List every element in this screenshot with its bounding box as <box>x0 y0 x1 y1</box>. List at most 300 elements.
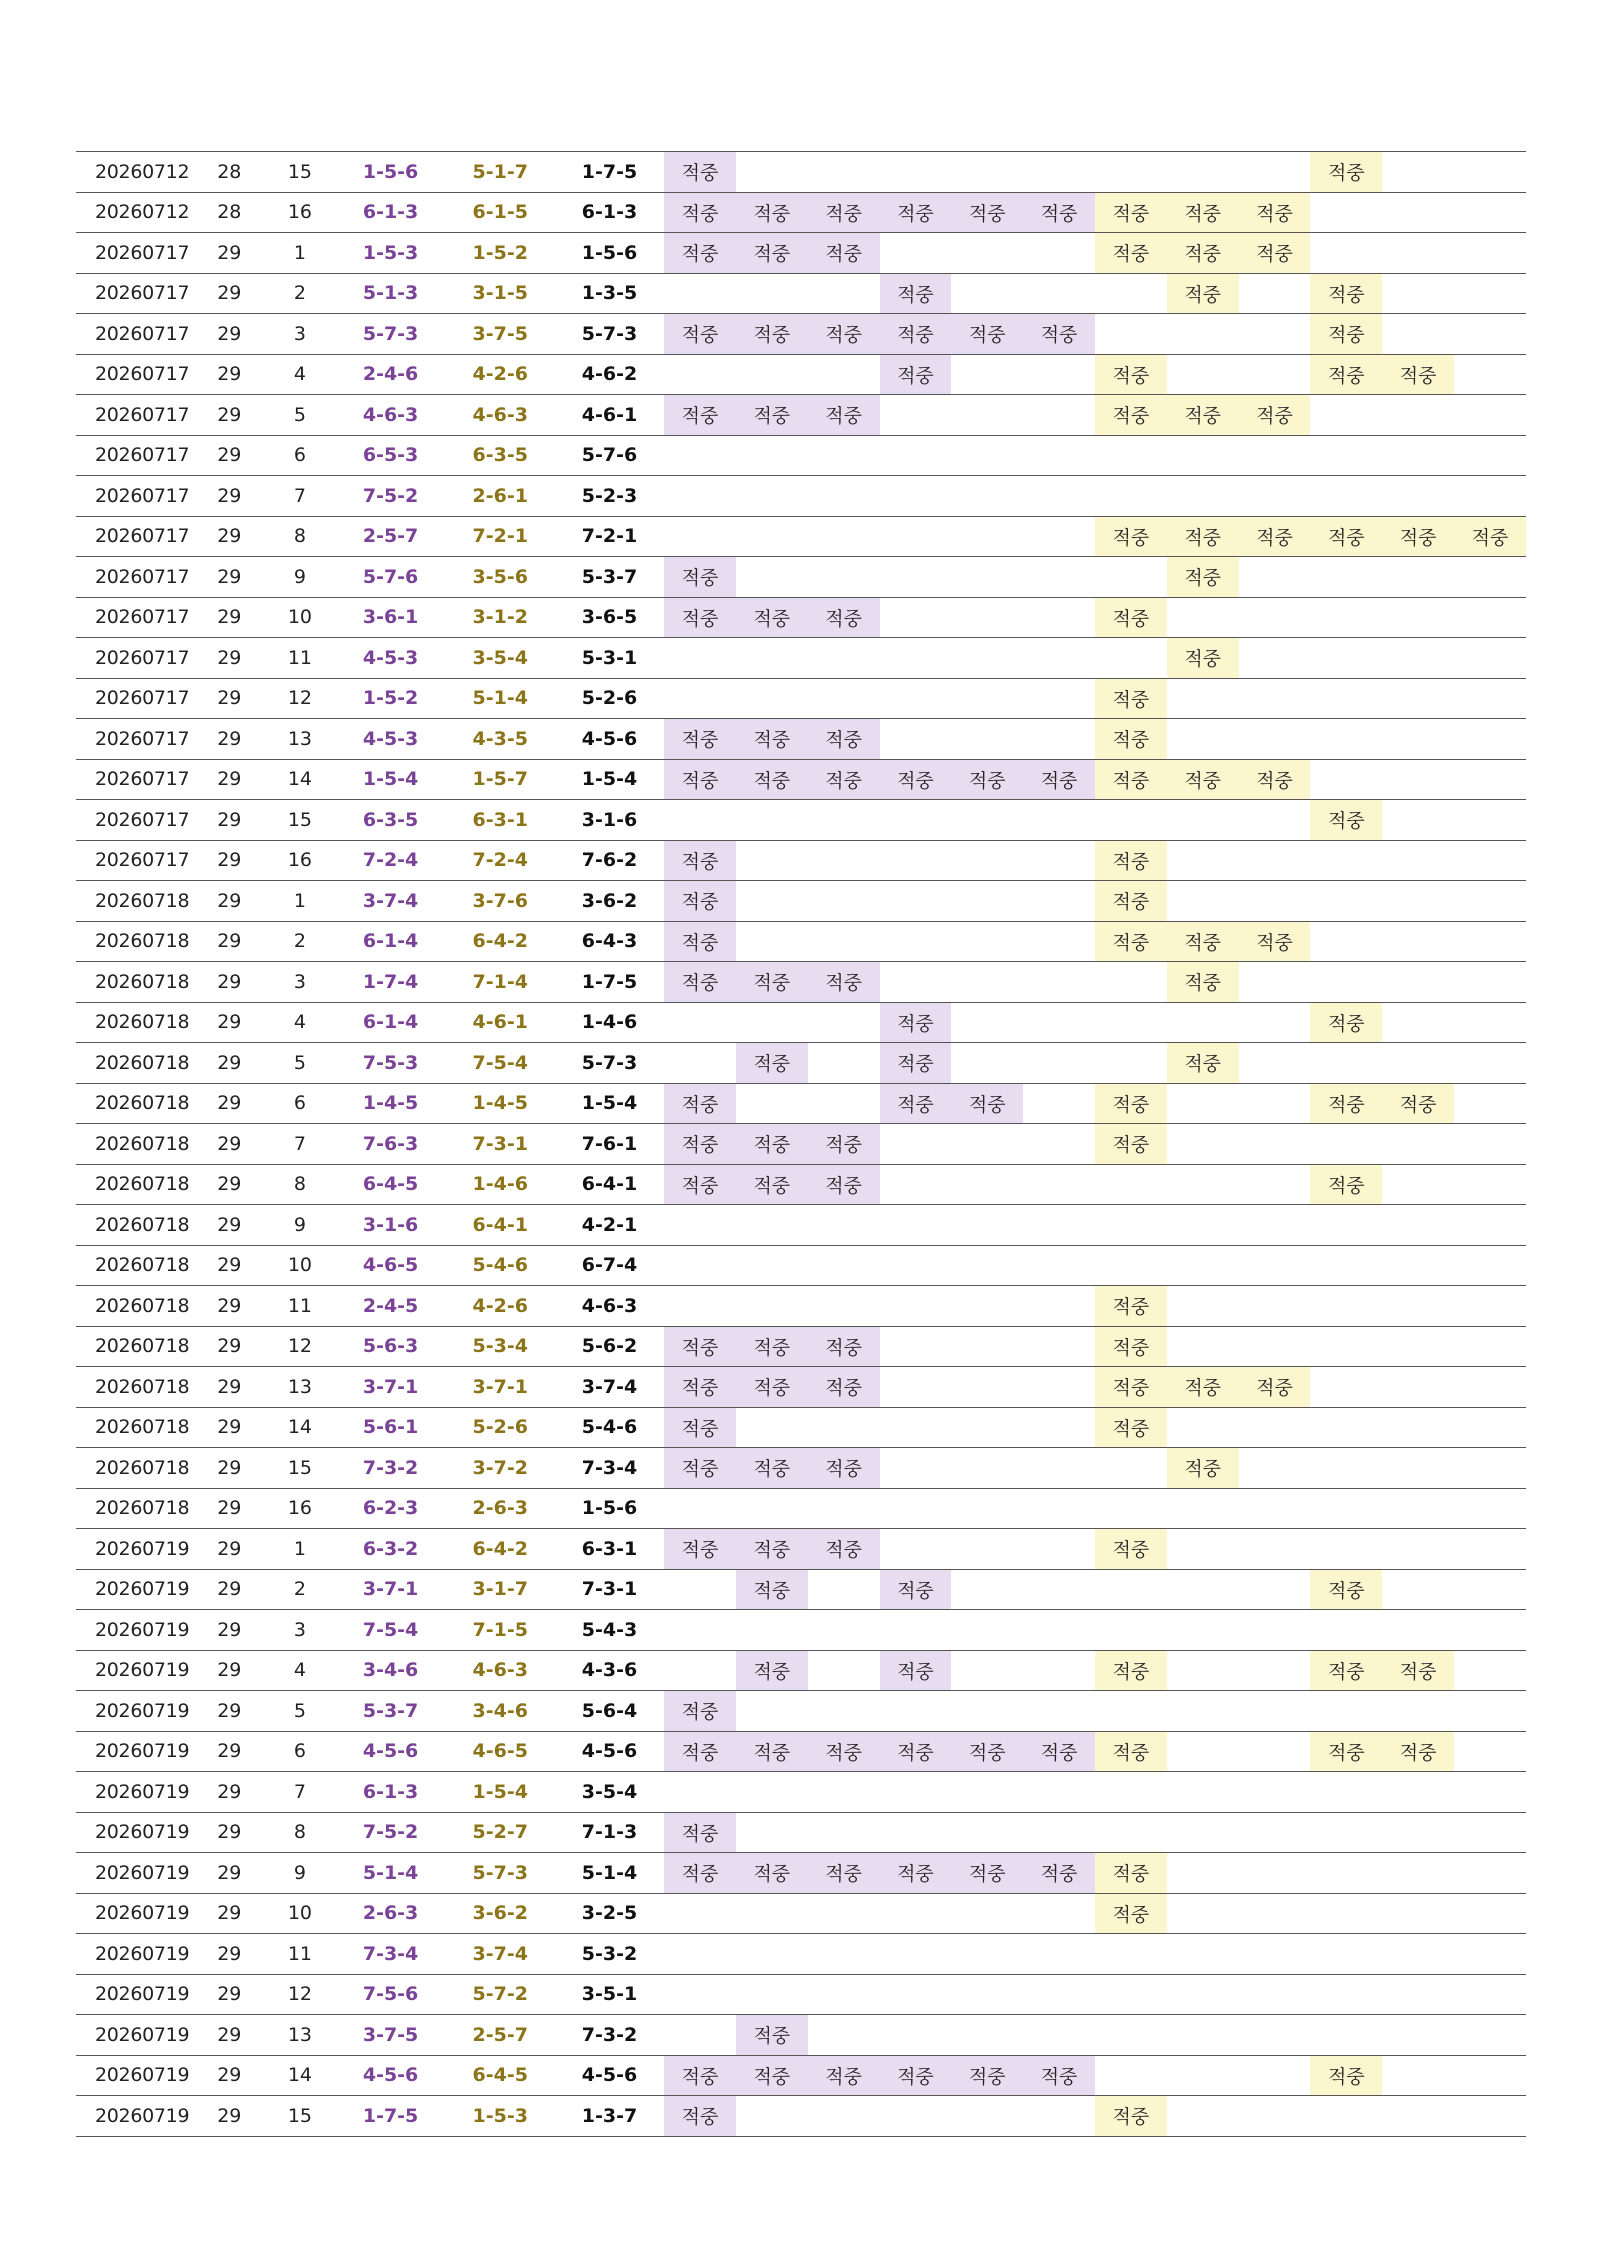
hit-cell-11 <box>1382 476 1454 517</box>
round-cell: 29 <box>194 1691 264 1732</box>
hit-cell-3 <box>808 881 880 922</box>
prediction-1-cell: 7-6-3 <box>335 1124 445 1165</box>
hit-cell-1: 적중 <box>664 1124 736 1165</box>
round-cell: 29 <box>194 233 264 274</box>
hit-cell-9 <box>1239 1124 1311 1165</box>
hit-cell-5: 적중 <box>951 2055 1023 2096</box>
hit-cell-7: 적중 <box>1095 354 1167 395</box>
hit-cell-1: 적중 <box>664 1731 736 1772</box>
race-cell: 12 <box>264 1974 335 2015</box>
hit-cell-4 <box>880 840 952 881</box>
hit-cell-11 <box>1382 1569 1454 1610</box>
hit-cell-5 <box>951 1367 1023 1408</box>
table-row <box>76 2055 1526 2096</box>
hit-cell-4 <box>880 1934 952 1975</box>
date-cell: 20260718 <box>76 1407 194 1448</box>
table-row <box>76 921 1526 962</box>
hit-cell-5 <box>951 1205 1023 1246</box>
hit-cell-6 <box>1023 597 1095 638</box>
hit-cell-7 <box>1095 1245 1167 1286</box>
hit-cell-10 <box>1310 1853 1382 1894</box>
round-cell: 29 <box>194 1124 264 1165</box>
hit-cell-4 <box>880 2015 952 2056</box>
hit-cell-4 <box>880 921 952 962</box>
hit-cell-6 <box>1023 1205 1095 1246</box>
hit-cell-6 <box>1023 678 1095 719</box>
hit-cell-1 <box>664 1002 736 1043</box>
hit-cell-6 <box>1023 2015 1095 2056</box>
race-cell: 1 <box>264 881 335 922</box>
prediction-2-cell: 3-1-2 <box>446 597 555 638</box>
hit-cell-10 <box>1310 597 1382 638</box>
prediction-2-cell: 6-1-5 <box>446 192 555 233</box>
hit-cell-3 <box>808 1205 880 1246</box>
hit-cell-10 <box>1310 1326 1382 1367</box>
prediction-2-cell: 6-4-2 <box>446 1529 555 1570</box>
hit-cell-9 <box>1239 1488 1311 1529</box>
hit-cell-1 <box>664 354 736 395</box>
prediction-1-cell: 7-5-2 <box>335 476 445 517</box>
result-cell: 7-3-4 <box>555 1448 664 1489</box>
hit-cell-12 <box>1454 1529 1526 1570</box>
hit-cell-3 <box>808 1812 880 1853</box>
prediction-1-cell: 7-3-4 <box>335 1934 445 1975</box>
prediction-2-cell: 2-5-7 <box>446 2015 555 2056</box>
hit-cell-12 <box>1454 1448 1526 1489</box>
race-cell: 2 <box>264 273 335 314</box>
hit-cell-5 <box>951 1124 1023 1165</box>
hit-cell-3 <box>808 800 880 841</box>
hit-cell-10: 적중 <box>1310 1731 1382 1772</box>
prediction-1-cell: 1-5-4 <box>335 759 445 800</box>
hit-cell-11 <box>1382 597 1454 638</box>
table-row <box>76 597 1526 638</box>
hit-cell-7: 적중 <box>1095 1731 1167 1772</box>
hit-cell-6 <box>1023 516 1095 557</box>
hit-cell-6 <box>1023 1407 1095 1448</box>
hit-cell-10 <box>1310 1245 1382 1286</box>
hit-cell-11 <box>1382 1286 1454 1327</box>
hit-cell-6 <box>1023 921 1095 962</box>
hit-cell-2 <box>736 1610 808 1651</box>
race-cell: 15 <box>264 800 335 841</box>
hit-cell-11 <box>1382 1043 1454 1084</box>
hit-cell-9: 적중 <box>1239 759 1311 800</box>
table-row <box>76 2015 1526 2056</box>
hit-cell-11 <box>1382 1407 1454 1448</box>
hit-cell-2 <box>736 152 808 193</box>
round-cell: 29 <box>194 921 264 962</box>
race-cell: 5 <box>264 395 335 436</box>
prediction-1-cell: 3-7-5 <box>335 2015 445 2056</box>
hit-cell-5 <box>951 516 1023 557</box>
hit-cell-11 <box>1382 1893 1454 1934</box>
round-cell: 29 <box>194 1772 264 1813</box>
hit-cell-4 <box>880 557 952 598</box>
race-cell: 4 <box>264 354 335 395</box>
hit-cell-8 <box>1167 1772 1239 1813</box>
hit-cell-10 <box>1310 962 1382 1003</box>
hit-cell-3 <box>808 1569 880 1610</box>
hit-cell-10 <box>1310 840 1382 881</box>
hit-cell-4 <box>880 2096 952 2137</box>
hit-cell-12 <box>1454 395 1526 436</box>
round-cell: 29 <box>194 1286 264 1327</box>
results-table <box>76 151 1526 2137</box>
hit-cell-7: 적중 <box>1095 678 1167 719</box>
hit-cell-4 <box>880 476 952 517</box>
hit-cell-7 <box>1095 1205 1167 1246</box>
hit-cell-12 <box>1454 192 1526 233</box>
hit-cell-9 <box>1239 1610 1311 1651</box>
hit-cell-7 <box>1095 1934 1167 1975</box>
hit-cell-10 <box>1310 1205 1382 1246</box>
hit-cell-8 <box>1167 1205 1239 1246</box>
race-cell: 12 <box>264 678 335 719</box>
round-cell: 29 <box>194 1083 264 1124</box>
hit-cell-7: 적중 <box>1095 2096 1167 2137</box>
hit-cell-5 <box>951 1529 1023 1570</box>
round-cell: 29 <box>194 678 264 719</box>
result-cell: 5-7-6 <box>555 435 664 476</box>
result-cell: 4-3-6 <box>555 1650 664 1691</box>
hit-cell-11 <box>1382 1205 1454 1246</box>
hit-cell-7 <box>1095 273 1167 314</box>
hit-cell-9 <box>1239 1893 1311 1934</box>
hit-cell-3 <box>808 840 880 881</box>
hit-cell-11 <box>1382 1367 1454 1408</box>
hit-cell-3: 적중 <box>808 1326 880 1367</box>
hit-cell-2: 적중 <box>736 1650 808 1691</box>
table-row <box>76 1691 1526 1732</box>
hit-cell-8 <box>1167 2096 1239 2137</box>
prediction-1-cell: 4-5-6 <box>335 1731 445 1772</box>
hit-cell-3 <box>808 1286 880 1327</box>
table-row <box>76 516 1526 557</box>
table-row <box>76 840 1526 881</box>
hit-cell-8 <box>1167 597 1239 638</box>
prediction-2-cell: 5-7-3 <box>446 1853 555 1894</box>
hit-cell-5 <box>951 597 1023 638</box>
round-cell: 29 <box>194 1812 264 1853</box>
race-cell: 9 <box>264 1853 335 1894</box>
hit-cell-9: 적중 <box>1239 921 1311 962</box>
hit-cell-6: 적중 <box>1023 1853 1095 1894</box>
hit-cell-10 <box>1310 921 1382 962</box>
hit-cell-12 <box>1454 1650 1526 1691</box>
hit-cell-4 <box>880 800 952 841</box>
hit-cell-10 <box>1310 638 1382 679</box>
prediction-1-cell: 7-3-2 <box>335 1448 445 1489</box>
result-cell: 4-5-6 <box>555 1731 664 1772</box>
date-cell: 20260718 <box>76 1043 194 1084</box>
round-cell: 29 <box>194 435 264 476</box>
hit-cell-11 <box>1382 1245 1454 1286</box>
hit-cell-1: 적중 <box>664 719 736 760</box>
race-cell: 4 <box>264 1002 335 1043</box>
hit-cell-12 <box>1454 1002 1526 1043</box>
hit-cell-8 <box>1167 2015 1239 2056</box>
hit-cell-6 <box>1023 1002 1095 1043</box>
hit-cell-10 <box>1310 1529 1382 1570</box>
result-cell: 5-1-4 <box>555 1853 664 1894</box>
hit-cell-8 <box>1167 1934 1239 1975</box>
hit-cell-11: 적중 <box>1382 1083 1454 1124</box>
table-row <box>76 1245 1526 1286</box>
hit-cell-7: 적중 <box>1095 921 1167 962</box>
hit-cell-5 <box>951 638 1023 679</box>
table-row <box>76 719 1526 760</box>
hit-cell-9 <box>1239 1529 1311 1570</box>
round-cell: 29 <box>194 881 264 922</box>
hit-cell-2: 적중 <box>736 1164 808 1205</box>
hit-cell-7: 적중 <box>1095 881 1167 922</box>
prediction-2-cell: 6-4-1 <box>446 1205 555 1246</box>
hit-cell-2 <box>736 1893 808 1934</box>
hit-cell-10 <box>1310 759 1382 800</box>
hit-cell-11 <box>1382 273 1454 314</box>
hit-cell-3 <box>808 1772 880 1813</box>
prediction-1-cell: 4-6-5 <box>335 1245 445 1286</box>
date-cell: 20260719 <box>76 1853 194 1894</box>
hit-cell-9: 적중 <box>1239 233 1311 274</box>
race-cell: 14 <box>264 2055 335 2096</box>
hit-cell-8: 적중 <box>1167 192 1239 233</box>
round-cell: 29 <box>194 1448 264 1489</box>
hit-cell-5 <box>951 1772 1023 1813</box>
hit-cell-8 <box>1167 1245 1239 1286</box>
prediction-1-cell: 5-6-3 <box>335 1326 445 1367</box>
date-cell: 20260717 <box>76 597 194 638</box>
hit-cell-10: 적중 <box>1310 516 1382 557</box>
hit-cell-7 <box>1095 2055 1167 2096</box>
prediction-2-cell: 5-7-2 <box>446 1974 555 2015</box>
hit-cell-3 <box>808 273 880 314</box>
hit-cell-10 <box>1310 678 1382 719</box>
hit-cell-11 <box>1382 314 1454 355</box>
hit-cell-4 <box>880 1326 952 1367</box>
hit-cell-1 <box>664 2015 736 2056</box>
hit-cell-10 <box>1310 1124 1382 1165</box>
hit-cell-12 <box>1454 557 1526 598</box>
hit-cell-5 <box>951 395 1023 436</box>
hit-cell-12 <box>1454 881 1526 922</box>
hit-cell-12 <box>1454 476 1526 517</box>
prediction-1-cell: 5-1-4 <box>335 1853 445 1894</box>
hit-cell-10 <box>1310 192 1382 233</box>
hit-cell-1: 적중 <box>664 881 736 922</box>
date-cell: 20260717 <box>76 435 194 476</box>
prediction-2-cell: 4-6-5 <box>446 1731 555 1772</box>
hit-cell-2 <box>736 435 808 476</box>
prediction-2-cell: 5-3-4 <box>446 1326 555 1367</box>
table-row <box>76 395 1526 436</box>
date-cell: 20260712 <box>76 192 194 233</box>
prediction-2-cell: 1-5-2 <box>446 233 555 274</box>
hit-cell-6 <box>1023 2096 1095 2137</box>
hit-cell-1: 적중 <box>664 2055 736 2096</box>
hit-cell-6 <box>1023 1488 1095 1529</box>
hit-cell-6 <box>1023 152 1095 193</box>
race-cell: 11 <box>264 638 335 679</box>
hit-cell-10 <box>1310 1043 1382 1084</box>
hit-cell-6 <box>1023 1124 1095 1165</box>
hit-cell-2 <box>736 1245 808 1286</box>
hit-cell-1: 적중 <box>664 1083 736 1124</box>
hit-cell-11 <box>1382 557 1454 598</box>
prediction-2-cell: 3-7-1 <box>446 1367 555 1408</box>
race-cell: 1 <box>264 233 335 274</box>
hit-cell-3: 적중 <box>808 1124 880 1165</box>
date-cell: 20260717 <box>76 516 194 557</box>
hit-cell-2 <box>736 840 808 881</box>
hit-cell-8 <box>1167 1569 1239 1610</box>
race-cell: 7 <box>264 476 335 517</box>
table-row <box>76 233 1526 274</box>
hit-cell-1: 적중 <box>664 1367 736 1408</box>
hit-cell-3 <box>808 476 880 517</box>
result-cell: 1-3-5 <box>555 273 664 314</box>
prediction-2-cell: 5-4-6 <box>446 1245 555 1286</box>
hit-cell-7 <box>1095 476 1167 517</box>
race-cell: 5 <box>264 1043 335 1084</box>
prediction-1-cell: 5-6-1 <box>335 1407 445 1448</box>
hit-cell-4 <box>880 395 952 436</box>
prediction-2-cell: 3-5-4 <box>446 638 555 679</box>
hit-cell-2: 적중 <box>736 1448 808 1489</box>
race-cell: 2 <box>264 921 335 962</box>
race-cell: 10 <box>264 1893 335 1934</box>
date-cell: 20260719 <box>76 1772 194 1813</box>
round-cell: 29 <box>194 354 264 395</box>
hit-cell-3: 적중 <box>808 719 880 760</box>
hit-cell-9 <box>1239 1691 1311 1732</box>
hit-cell-4 <box>880 881 952 922</box>
table-row <box>76 1124 1526 1165</box>
prediction-1-cell: 4-5-3 <box>335 719 445 760</box>
hit-cell-9 <box>1239 719 1311 760</box>
race-cell: 14 <box>264 759 335 800</box>
table-row <box>76 435 1526 476</box>
hit-cell-2: 적중 <box>736 314 808 355</box>
hit-cell-5 <box>951 1488 1023 1529</box>
hit-cell-10: 적중 <box>1310 1002 1382 1043</box>
hit-cell-4: 적중 <box>880 1002 952 1043</box>
hit-cell-6 <box>1023 1043 1095 1084</box>
hit-cell-1: 적중 <box>664 597 736 638</box>
race-cell: 16 <box>264 1488 335 1529</box>
hit-cell-12 <box>1454 1488 1526 1529</box>
prediction-1-cell: 6-1-4 <box>335 921 445 962</box>
hit-cell-10 <box>1310 1488 1382 1529</box>
prediction-2-cell: 2-6-3 <box>446 1488 555 1529</box>
result-cell: 1-5-4 <box>555 1083 664 1124</box>
table-row <box>76 1407 1526 1448</box>
hit-cell-12 <box>1454 678 1526 719</box>
hit-cell-11 <box>1382 1610 1454 1651</box>
race-cell: 13 <box>264 1367 335 1408</box>
hit-cell-12 <box>1454 354 1526 395</box>
table-row <box>76 1448 1526 1489</box>
hit-cell-10 <box>1310 395 1382 436</box>
hit-cell-11 <box>1382 1326 1454 1367</box>
hit-cell-8 <box>1167 1691 1239 1732</box>
hit-cell-6 <box>1023 1812 1095 1853</box>
hit-cell-6 <box>1023 962 1095 1003</box>
hit-cell-4: 적중 <box>880 273 952 314</box>
hit-cell-6 <box>1023 1529 1095 1570</box>
prediction-1-cell: 6-1-3 <box>335 192 445 233</box>
hit-cell-11 <box>1382 840 1454 881</box>
hit-cell-9 <box>1239 273 1311 314</box>
date-cell: 20260719 <box>76 1731 194 1772</box>
date-cell: 20260717 <box>76 233 194 274</box>
hit-cell-12 <box>1454 1367 1526 1408</box>
hit-cell-9 <box>1239 1083 1311 1124</box>
hit-cell-4: 적중 <box>880 314 952 355</box>
hit-cell-5: 적중 <box>951 192 1023 233</box>
hit-cell-3 <box>808 1610 880 1651</box>
hit-cell-10 <box>1310 2096 1382 2137</box>
prediction-2-cell: 4-2-6 <box>446 1286 555 1327</box>
hit-cell-1: 적중 <box>664 921 736 962</box>
hit-cell-2: 적중 <box>736 719 808 760</box>
hit-cell-7 <box>1095 1569 1167 1610</box>
hit-cell-2: 적중 <box>736 2015 808 2056</box>
hit-cell-7: 적중 <box>1095 1407 1167 1448</box>
hit-cell-12 <box>1454 719 1526 760</box>
hit-cell-6: 적중 <box>1023 314 1095 355</box>
hit-cell-2 <box>736 921 808 962</box>
hit-cell-2 <box>736 800 808 841</box>
hit-cell-6 <box>1023 435 1095 476</box>
hit-cell-6 <box>1023 1772 1095 1813</box>
hit-cell-11 <box>1382 800 1454 841</box>
hit-cell-12 <box>1454 962 1526 1003</box>
result-cell: 1-7-5 <box>555 962 664 1003</box>
hit-cell-3 <box>808 1245 880 1286</box>
result-cell: 7-3-1 <box>555 1569 664 1610</box>
hit-cell-4: 적중 <box>880 354 952 395</box>
hit-cell-11 <box>1382 2015 1454 2056</box>
hit-cell-9 <box>1239 638 1311 679</box>
hit-cell-10 <box>1310 881 1382 922</box>
hit-cell-11 <box>1382 1002 1454 1043</box>
hit-cell-1: 적중 <box>664 1407 736 1448</box>
result-cell: 1-4-6 <box>555 1002 664 1043</box>
prediction-1-cell: 6-2-3 <box>335 1488 445 1529</box>
date-cell: 20260718 <box>76 1367 194 1408</box>
prediction-2-cell: 7-2-1 <box>446 516 555 557</box>
prediction-1-cell: 3-6-1 <box>335 597 445 638</box>
result-cell: 5-7-3 <box>555 1043 664 1084</box>
hit-cell-9 <box>1239 152 1311 193</box>
hit-cell-8 <box>1167 476 1239 517</box>
hit-cell-9 <box>1239 1569 1311 1610</box>
hit-cell-5: 적중 <box>951 314 1023 355</box>
hit-cell-6 <box>1023 1934 1095 1975</box>
round-cell: 29 <box>194 1610 264 1651</box>
hit-cell-3 <box>808 921 880 962</box>
hit-cell-7 <box>1095 1974 1167 2015</box>
hit-cell-11 <box>1382 1529 1454 1570</box>
hit-cell-4 <box>880 233 952 274</box>
hit-cell-7: 적중 <box>1095 597 1167 638</box>
date-cell: 20260717 <box>76 354 194 395</box>
hit-cell-10 <box>1310 233 1382 274</box>
table-row <box>76 962 1526 1003</box>
hit-cell-4: 적중 <box>880 1853 952 1894</box>
